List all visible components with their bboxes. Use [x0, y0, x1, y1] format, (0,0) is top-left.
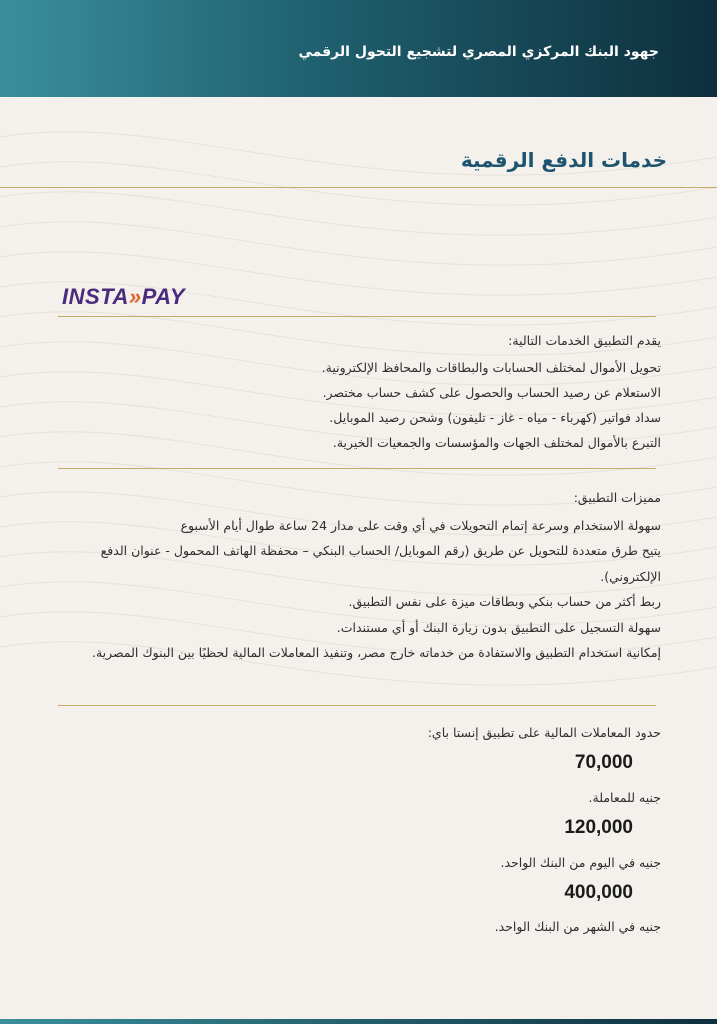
- feature-item: إمكانية استخدام التطبيق والاستفادة من خدماته خارج مصر، وتنفيذ المعاملات المالية لحظيًا بين البنوك المصرية.: [92, 645, 661, 660]
- feature-item: يتيح طرق متعددة للتحويل عن طريق (رقم الموبايل/ الحساب البنكي – محفظة الهاتف المحمول - عنوان الدفع الإلكتروني).: [100, 543, 661, 584]
- limit-note-monthly: جنيه في الشهر من البنك الواحد.: [494, 919, 661, 934]
- limit-value-transaction: 70,000: [574, 752, 633, 773]
- limit-note-transaction: جنيه للمعاملة.: [588, 790, 661, 805]
- features-divider: [58, 705, 656, 706]
- service-item: سداد فواتير (كهرباء - مياه - غاز - تليفون) وشحن رصيد الموبايل.: [329, 410, 661, 425]
- header-band: [0, 0, 717, 97]
- limit-value-monthly: 400,000: [564, 882, 633, 903]
- service-item: التبرع بالأموال لمختلف الجهات والمؤسسات والجمعيات الخيرية.: [332, 435, 661, 450]
- logo-divider: [58, 316, 656, 317]
- instapay-logo: [62, 284, 185, 310]
- logo-text-insta: INSTA: [62, 284, 129, 309]
- feature-item: ربط أكثر من حساب بنكي وبطاقات ميزة على نفس التطبيق.: [348, 594, 661, 609]
- service-item: الاستعلام عن رصيد الحساب والحصول على كشف حساب مختصر.: [322, 385, 661, 400]
- logo-text-pay: PAY: [141, 284, 186, 309]
- features-heading: مميزات التطبيق:: [573, 490, 661, 505]
- header-title: جهود البنك المركزي المصري لتشجيع التحول الرقمي: [298, 44, 659, 60]
- services-divider: [58, 468, 656, 469]
- services-block: [51, 328, 661, 455]
- limit-value-daily: 120,000: [564, 817, 633, 838]
- feature-item: سهولة التسجيل على التطبيق بدون زيارة البنك أو أي مستندات.: [336, 619, 661, 635]
- section-title: خدمات الدفع الرقمية: [460, 148, 667, 172]
- features-block: [51, 485, 661, 666]
- services-heading: يقدم التطبيق الخدمات التالية:: [508, 333, 661, 348]
- feature-item: سهولة الاستخدام وسرعة إتمام التحويلات في أي وقت على مدار 24 ساعة طوال أيام الأسبوع: [180, 517, 661, 533]
- logo-chevrons: »: [128, 284, 142, 309]
- service-item: تحويل الأموال لمختلف الحسابات والبطاقات والمحافظ الإلكترونية.: [321, 360, 661, 375]
- limit-note-daily: جنيه في اليوم من البنك الواحد.: [500, 855, 661, 870]
- limits-heading: حدود المعاملات المالية على تطبيق إنستا باي:: [427, 725, 661, 740]
- section-title-divider: [0, 187, 717, 188]
- footer-band: [0, 1019, 717, 1024]
- limits-heading-block: [51, 720, 661, 745]
